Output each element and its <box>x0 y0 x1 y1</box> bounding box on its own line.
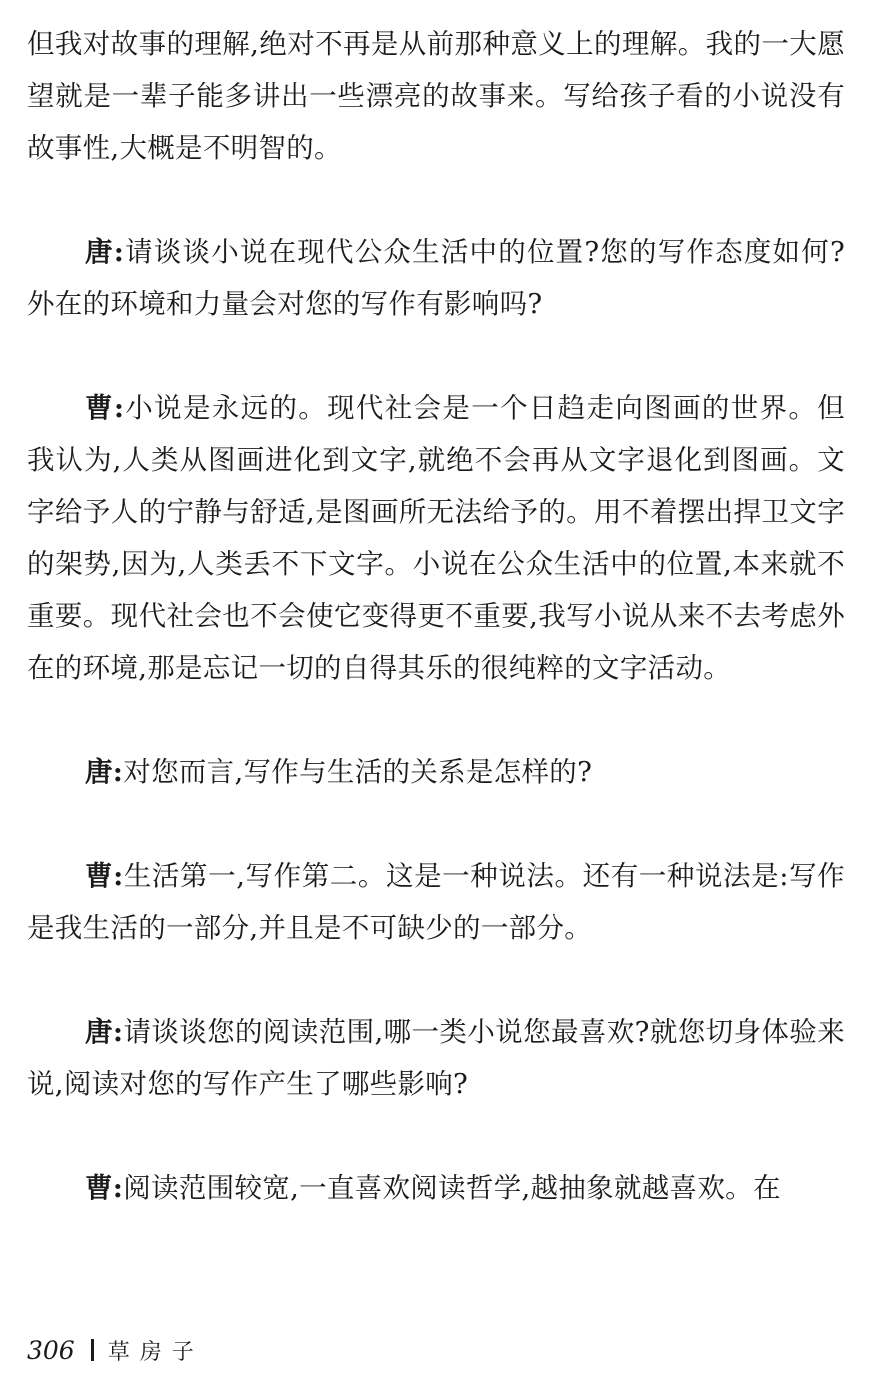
paragraph-text: 对您而言,写作与生活的关系是怎样的? <box>123 756 593 788</box>
speaker-label: 曹: <box>85 860 124 892</box>
speaker-label: 唐: <box>85 756 124 788</box>
book-title: 草房子 <box>107 1339 204 1365</box>
paragraph-text: 阅读范围较宽,一直喜欢阅读哲学,越抽象就越喜欢。在 <box>123 1172 781 1204</box>
paragraph-question <box>27 1006 845 1110</box>
speaker-label: 曹: <box>85 392 125 424</box>
footer-divider <box>91 1339 94 1361</box>
page-footer <box>27 1332 204 1368</box>
paragraph-question <box>27 226 845 330</box>
paragraph-answer <box>27 1162 845 1214</box>
paragraph-continuation <box>27 18 845 174</box>
paragraph-answer <box>27 382 845 694</box>
paragraph-text: 但我对故事的理解,绝对不再是从前那种意义上的理解。我的一大愿望就是一辈子能多讲出一些漂亮的故事来。写给孩子看的小说没有故事性,大概是不明智的。 <box>27 28 845 164</box>
paragraph-text: 小说是永远的。现代社会是一个日趋走向图画的世界。但我认为,人类从图画进化到文字,就绝不会再从文字退化到图画。文字给予人的宁静与舒适,是图画所无法给予的。用不着摆出捍卫文字的架势,因为,人类丢不下文字。小说在公众生活中的位置,本来就不重要。现代社会也不会使它变得更不重要,我写小说从来不去考虑外在的环境,那是忘记一切的自得其乐的很纯粹的文字活动。 <box>27 392 845 684</box>
paragraph-text: 请谈谈小说在现代公众生活中的位置?您的写作态度如何?外在的环境和力量会对您的写作有影响吗? <box>27 236 845 320</box>
paragraph-answer <box>27 850 845 954</box>
speaker-label: 唐: <box>85 1016 124 1048</box>
paragraph-text: 生活第一,写作第二。这是一种说法。还有一种说法是:写作是我生活的一部分,并且是不可缺少的一部分。 <box>27 860 845 944</box>
page-body <box>27 18 845 1214</box>
speaker-label: 唐: <box>85 236 125 268</box>
paragraph-text: 请谈谈您的阅读范围,哪一类小说您最喜欢?就您切身体验来说,阅读对您的写作产生了哪些影响? <box>27 1016 845 1100</box>
paragraph-question <box>27 746 845 798</box>
page-number: 306 <box>27 1335 75 1365</box>
speaker-label: 曹: <box>85 1172 124 1204</box>
